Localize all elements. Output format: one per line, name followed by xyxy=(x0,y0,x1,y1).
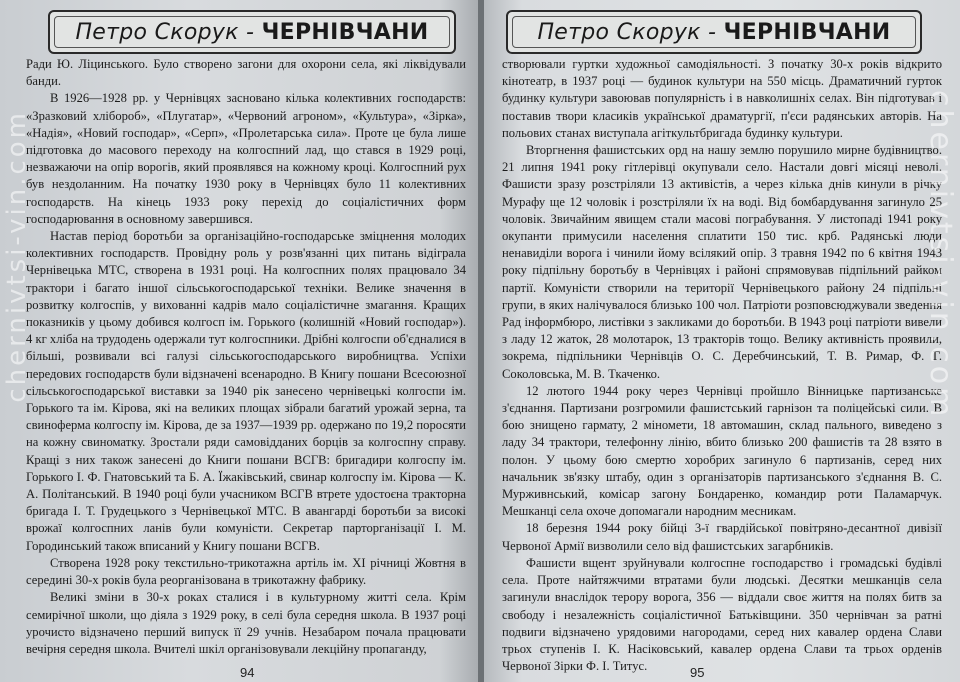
header-title xyxy=(75,20,428,45)
watermark: chernivtsi-vin.com xyxy=(923,90,958,420)
paragraph: 18 березня 1944 року бійці 3-ї гвардійської повітряно-десантної дивізії Червоної Армії визволили село від фашистських загарбників. xyxy=(502,521,942,553)
paragraph: В 1926—1928 рр. у Чернівцях засновано кілька колективних господарств: «Зразковий хлібороб», «Плугатар», «Червоний агроном», «Культура», «Зірка», «Надія», «Новий господар», «Серп», «Пролетарська сила». Проте це була лише підготовка до масового переходу на колгоспний лад, що стався в 1929 році, незважаючи на опір ворогів, який проявлявся на кожному кроці. Колгоспний рух був нездоланним. На початку 1930 року в Чернівцях було 11 колективних господарств. На кінець 1933 року перехід до соціалістичних форм господарювання в основному завершився. xyxy=(26,91,466,226)
page-header xyxy=(48,10,456,54)
body-text xyxy=(502,56,942,675)
paragraph: Фашисти вщент зруйнували колгоспне господарство і громадські будівлі села. Проте найтяжчими втратами були людські. Десятки мешканців села загинули внаслідок терору ворога, 356 — віддали своє життя на полях битв за свободу і незалежність соціалістичної Батьківщини. 350 чернівчан за ратні подвиги відзначено урядовими нагородами, серед них кавалер ордена Слави трьох ступенів І. К. Насіковський, кавалер ордена Слави та трьох орденів Червоної Зірки Ф. І. Титус. xyxy=(502,555,942,674)
header-author: Петро Скорук - xyxy=(537,19,724,45)
paragraph: Вторгнення фашистських орд на нашу землю порушило мирне будівництво. 21 липня 1941 року гітлерівці окупували село. Настали довгі місяці неволі. Фашисти зразу розстріляли 13 активістів, а через кілька днів кинули в річку Мурафу ще 12 чоловік і розстріляли їх на воді. Від бомбардування загинуло 25 чоловік. Звичайним явищем стали масові пограбування. У листопаді 1941 року окупанти примусили населення сплатити 150 тис. крб. Радянські люди ненавиділи ворога і чинили йому всілякий опір. З травня 1942 по 6 квітня 1943 року підпільну боротьбу в Чернівцях і районі спрямовував підпільний райком партії. Комуністи створили на території Чернівецького району 24 підпільні групи, в яких налічувалося близько 100 чол. Патріоти розповсюджували зведення Рад інформбюро, листівки з закликами до боротьби. В 1943 році патріоти вивели з ладу 12 жаток, 28 молотарок, 13 тракторів тощо. Велику активність проявили, зокрема, підпільники Чернівців О. С. Деребчинський, Т. В. Римар, Ф. Г. Соколовська, М. В. Ткаченко. xyxy=(502,143,942,381)
header-book-title: ЧЕРНІВЧАНИ xyxy=(261,19,429,45)
page-number: 94 xyxy=(240,665,255,680)
paragraph: 12 лютого 1944 року через Чернівці пройшло Вінницьке партизанське з'єднання. Партизани розгромили фашистський гарнізон та поліцейські сили. В бою знищено гармату, 2 міномети, 18 автомашин, склад пального, виведено з ладу 34 трактори, телефонну лінію, вбито близько 200 фашистів та 28 взято в полон. У цьому бою смертю хоробрих загинуло 6 партизанів, серед них начальник зв'язку штабу, один з організаторів партизанського з'єднання В. С. Мурживнський, комісар загону Бондаренко, командир роти Паламарчук. Мешканці села охоче допомагали народним месникам. xyxy=(502,383,942,519)
header-book-title: ЧЕРНІВЧАНИ xyxy=(723,19,891,45)
watermark: chernivtsi-vin.com xyxy=(2,110,32,403)
paragraph: Ради Ю. Ліцинського. Було створено загони для охорони села, які ліквідували банди. xyxy=(26,57,466,89)
left-page xyxy=(0,0,478,682)
page-number: 95 xyxy=(690,665,705,680)
paragraph: Настав період боротьби за організаційно-господарське зміцнення молодих колективних господарств. Провідну роль у розв'язанні цих питань відіграла Чернівецька МТС, створена в 1931 році. На колгоспних полях працювало 34 трактори і багато іншої сільськогосподарської техніки. Велике значення в розвитку колгоспів, у вихованні кадрів мало соціалістичне змагання. Кращих показників у цьому добився колгосп ім. Горького (колишній «Новий господар»). 4 кг хліба на трудодень одержали тут колгоспники. Дрібні колгоспи об'єдналися в більші, розвивали всі галузі сільськогосподарського виробництва. Успіхи передових господарств були відзначені всенародно. В Книгу пошани Всесоюзної сільськогосподарської виставки за 1940 рік занесено чернівецькі колгоспи ім. Горького та ім. Кірова, які на великих площах зібрали багатий урожай зерна, та свиноферма колгоспу ім. Кірова, де за 1937—1939 рр. одержано по 19,2 поросяти на кожну свиноматку. Зростали ряди самовідданих борців за колгоспну справу. Кращі з них також занесені до Книги пошани ВСГВ: бригадири колгоспу ім. Горького І. Ф. Гнатовський та Б. А. Їжаківський, свинар колгоспу ім. Кірова — К. А. Політанський. В 1940 році були учасником ВСГВ втрете удостоєна тракторна бригада І. Т. Грудецького з Чернівецької МТС. В авангарді боротьби за високі врожаї колгоспних ланів були комуністи. Секретар парторганізації І. М. Городинський також вписаний у Книгу пошани ВСГВ. xyxy=(26,229,466,553)
header-title xyxy=(537,20,890,45)
header-author: Петро Скорук - xyxy=(75,19,262,45)
paragraph: Великі зміни в 30-х роках сталися і в культурному житті села. Крім семирічної школи, що діяла з 1929 року, в селі була середня школа. В 1937 році урочисто відзначено перший випуск її 29 учнів. Незабаром почала працювати вечірня середня школа. Вчителі шкіл організовували лекційну пропаганду, xyxy=(26,590,466,656)
right-page xyxy=(484,0,960,682)
body-text xyxy=(26,56,466,658)
paragraph: створювали гуртки художньої самодіяльності. З початку 30-х років відкрито кінотеатр, в 1937 році — будинок культури на 550 місць. Драматичний гурток будинку культури завоював популярність і в навколишніх селах. Він підготував і поставив твори класиків української драматургії, п'єси радянських авторів. На польових станах виступала агіткультбригада будинку культури. xyxy=(502,57,942,140)
paragraph: Створена 1928 року текстильно-трикотажна артіль ім. ХІ річниці Жовтня в середині 30-х років була реорганізована в трикотажну фабрику. xyxy=(26,555,466,588)
page-header xyxy=(506,10,922,54)
